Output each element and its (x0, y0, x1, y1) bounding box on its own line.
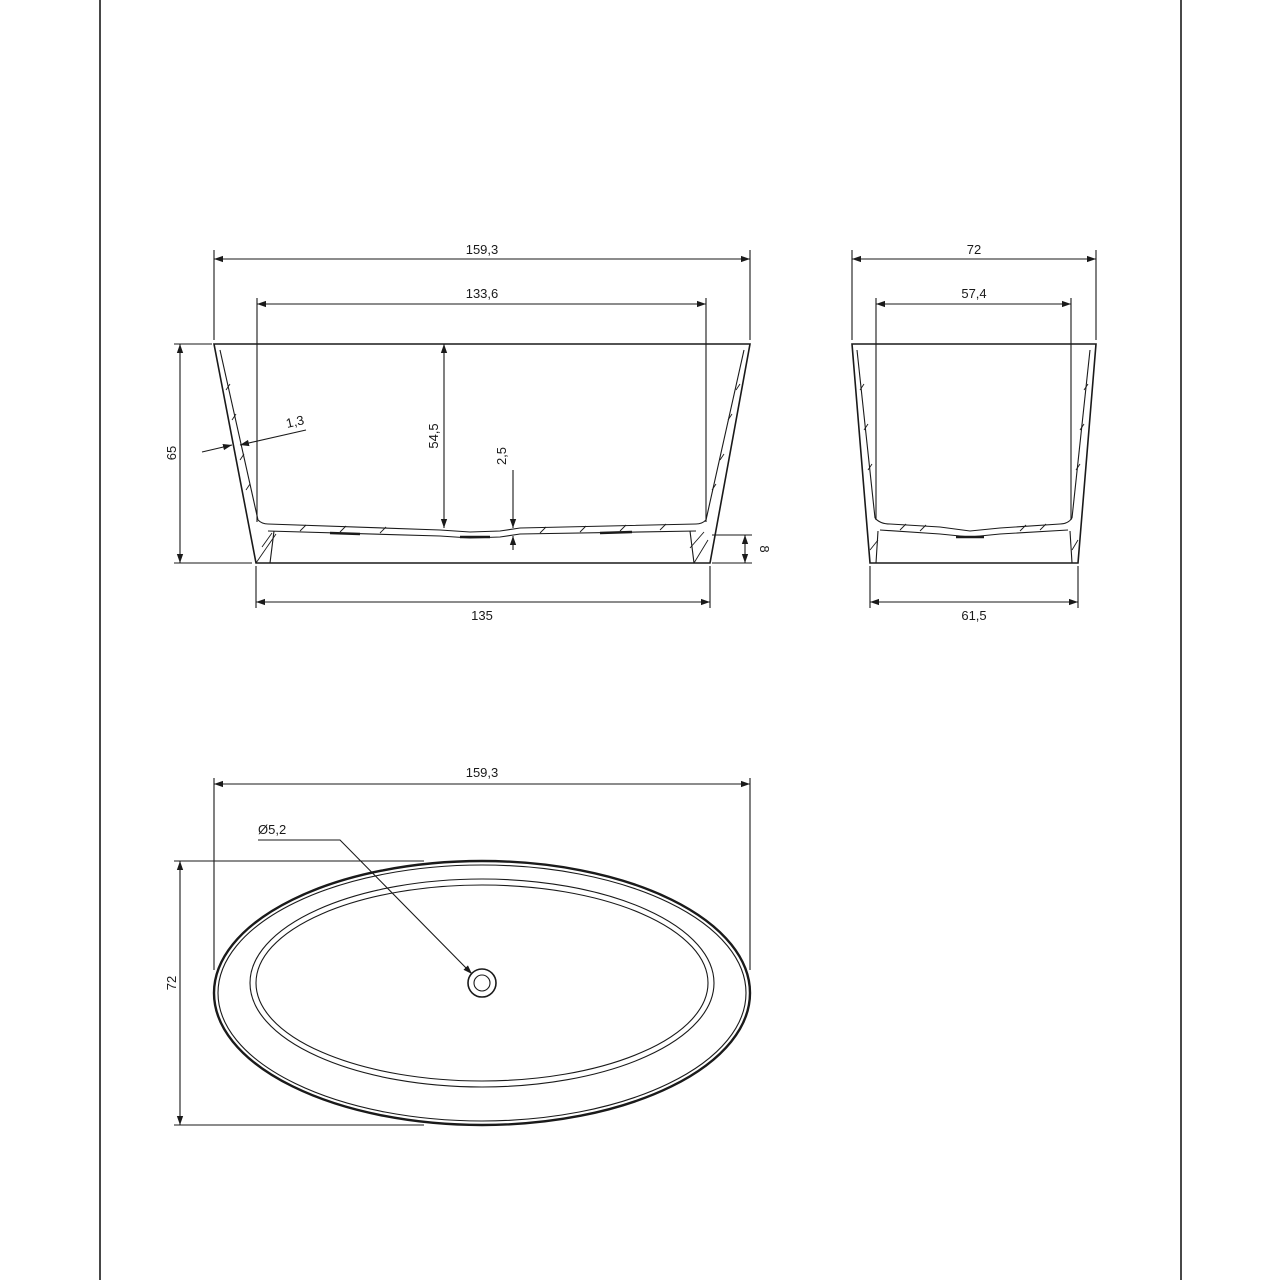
top-outer-rim-inner (218, 865, 746, 1121)
side-bowl-floor (875, 518, 1072, 531)
front-view (164, 242, 772, 623)
top-drain-inner (474, 975, 490, 991)
dim-front-overall-width: 159,3 (465, 242, 499, 257)
top-bowl-edge (250, 879, 714, 1087)
dim-top-overall-length: 159,3 (465, 765, 499, 780)
dim-base-width: 135 (471, 608, 493, 623)
front-inner-wall-left (220, 350, 258, 520)
top-drain-outer (468, 969, 496, 997)
dim-front-inner-width: 133,6 (465, 286, 499, 301)
dim-wall-thickness-leader-2 (240, 430, 306, 445)
top-outer-rim (214, 861, 750, 1125)
front-drain-pocket (330, 533, 360, 534)
dim-wall-thickness: 1,3 (284, 412, 306, 431)
dim-side-inner-width: 57,4 (961, 286, 987, 301)
dim-wall-thickness-leader (202, 445, 232, 452)
front-bowl-floor (258, 520, 706, 532)
dim-side-base-width: 61,5 (961, 608, 987, 623)
dim-drain-diameter: Ø5,2 (258, 822, 287, 837)
dim-side-overall-width: 72 (966, 242, 982, 257)
side-view (852, 242, 1096, 623)
front-inner-wall-right (706, 350, 744, 520)
dim-inner-depth: 54,5 (426, 423, 441, 449)
dim-base-height: 8 (757, 545, 772, 553)
dim-drain-leader (258, 840, 472, 974)
front-drain-pocket-2 (600, 532, 632, 533)
side-inner-wall-right (1072, 350, 1090, 518)
top-view (164, 765, 750, 1125)
front-outer-outline (214, 344, 750, 563)
top-bowl-inner (256, 885, 708, 1081)
dim-front-height: 65 (164, 445, 179, 461)
side-hatching (860, 384, 1088, 550)
dim-top-overall-width: 72 (164, 975, 179, 991)
dim-bottom-offset: 2,5 (494, 446, 509, 466)
